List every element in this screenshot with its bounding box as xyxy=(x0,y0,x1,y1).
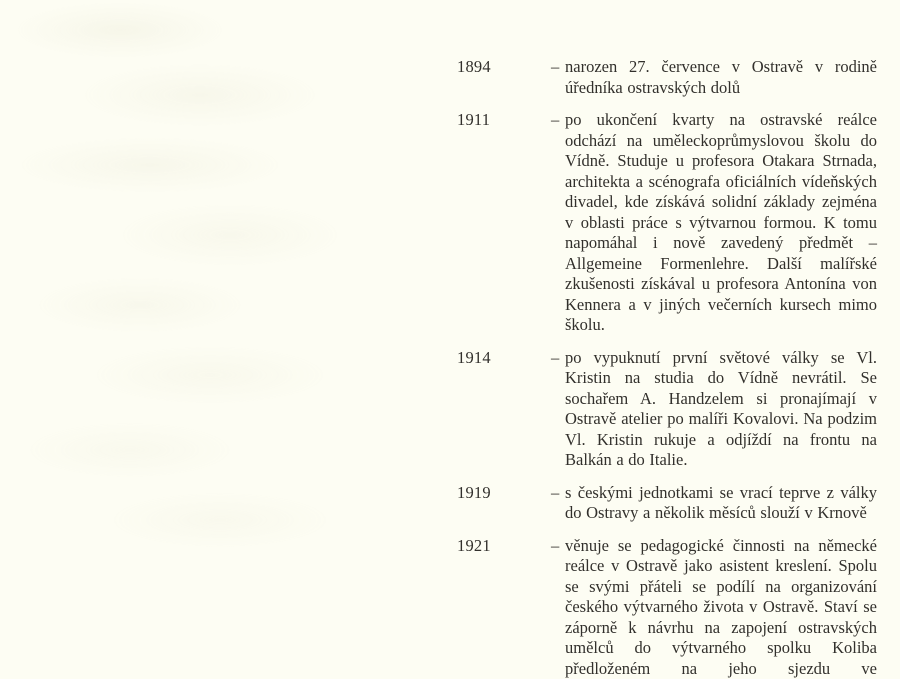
entry-body xyxy=(551,536,877,679)
entry-year: 1914 xyxy=(457,348,551,369)
entry-year: 1894 xyxy=(457,57,551,78)
entry-body xyxy=(551,348,877,471)
chronology-entry xyxy=(457,536,877,679)
entry-year: 1921 xyxy=(457,536,551,557)
entry-body xyxy=(551,483,877,524)
chronology-entry xyxy=(457,110,877,336)
chronology-entry xyxy=(457,483,877,524)
entry-body xyxy=(551,110,877,336)
entry-text: s českými jednotkami se vrací teprve z války do Ostravy a několik měsíců slouží v Krnově xyxy=(565,483,877,524)
entry-dash: – xyxy=(551,483,565,504)
entry-body xyxy=(551,57,877,98)
chronology-list xyxy=(457,57,877,679)
entry-year: 1911 xyxy=(457,110,551,131)
entry-text: věnuje se pedagogické činnosti na německé reálce v Ostravě jako asistent kreslení. Spolu se svými přáteli se podílí na organizování českého výtvarného života v Ostravě. Staví se záporně k návrhu na zapojení ostravských umělců do výtvarného spolku Koliba předloženém na jeho sjezdu ve xyxy=(565,536,877,679)
entry-dash: – xyxy=(551,57,565,78)
entry-text: narozen 27. července v Ostravě v rodině úředníka ostravských dolů xyxy=(565,57,877,98)
entry-year: 1919 xyxy=(457,483,551,504)
entry-dash: – xyxy=(551,536,565,557)
entry-dash: – xyxy=(551,348,565,369)
entry-dash: – xyxy=(551,110,565,131)
entry-text: po vypuknutí první světové války se Vl. Kristin na studia do Vídně nevrátil. Se sochařem A. Handzelem si pronajímají v Ostravě atelier po malíři Kovalovi. Na podzim Vl. Kristin rukuje a odjíždí na frontu na Balkán a do Italie. xyxy=(565,348,877,471)
chronology-entry xyxy=(457,57,877,98)
chronology-entry xyxy=(457,348,877,471)
entry-text: po ukončení kvarty na ostravské reálce odchází na uměleckoprůmyslovou školu do Vídně. Studuje u profesora Otakara Strnada, architekta a scénografa oficiálních vídeňských divadel, kde získává solidní základy zejména v oblasti práce s výtvarnou formou. K tomu napomáhal i nově zavedený předmět – Allgemeine Formenlehre. Další malířské zkušenosti získával u profesora Antonína von Kennera a v jiných večerních kursech mimo školu. xyxy=(565,110,877,336)
